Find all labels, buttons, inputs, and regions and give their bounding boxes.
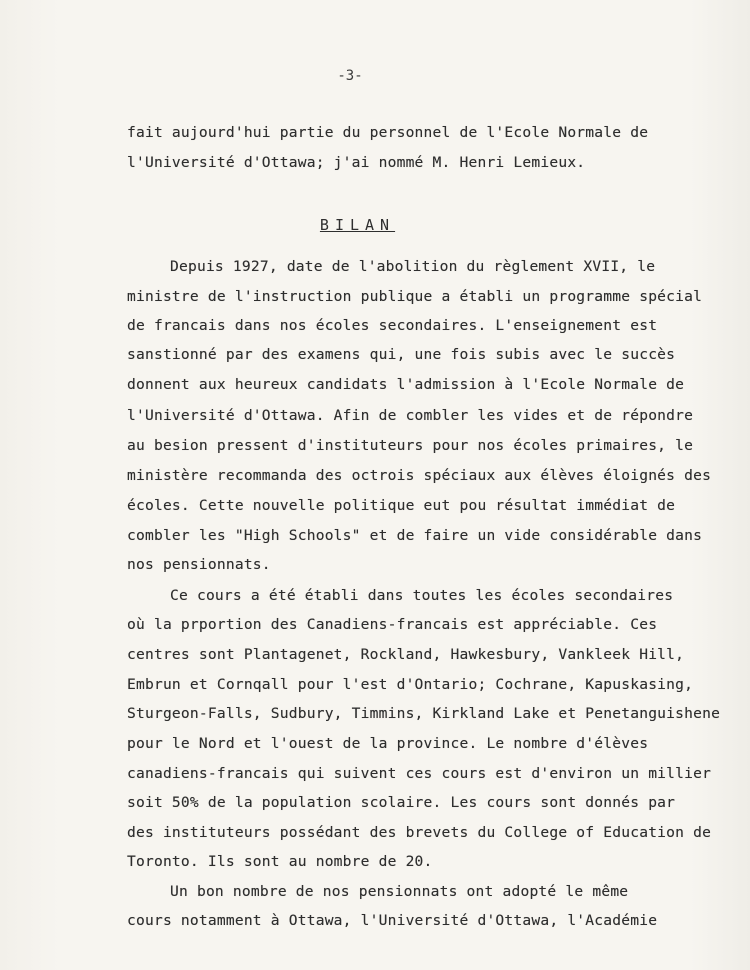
- text-line: ministère recommanda des octrois spéciaux aux élèves éloignés des: [127, 467, 712, 484]
- text-line: des instituteurs possédant des brevets du College of Education de: [127, 824, 712, 841]
- text-line: où la prportion des Canadiens-francais est appréciable. Ces: [127, 616, 658, 633]
- text-line: l'Université d'Ottawa. Afin de combler les vides et de répondre: [127, 407, 694, 424]
- text-line: Ce cours a été établi dans toutes les écoles secondaires: [170, 587, 674, 604]
- text-line: l'Université d'Ottawa; j'ai nommé M. Henri Lemieux.: [127, 154, 586, 171]
- text-line: soit 50% de la population scolaire. Les cours sont donnés par: [127, 794, 676, 811]
- text-line: donnent aux heureux candidats l'admission à l'Ecole Normale de: [127, 376, 685, 393]
- section-heading: BILAN: [319, 216, 396, 234]
- text-line: pour le Nord et l'ouest de la province. Le nombre d'élèves: [127, 735, 649, 752]
- text-line: au besion pressent d'instituteurs pour nos écoles primaires, le: [127, 437, 694, 454]
- text-line: Depuis 1927, date de l'abolition du règlement XVII, le: [170, 258, 656, 275]
- text-line: cours notamment à Ottawa, l'Université d'Ottawa, l'Académie: [127, 912, 658, 929]
- page-number: -3-: [337, 68, 363, 84]
- text-line: écoles. Cette nouvelle politique eut pou résultat immédiat de: [127, 497, 676, 514]
- text-line: combler les "High Schools" et de faire un vide considérable dans: [127, 527, 703, 544]
- text-line: ministre de l'instruction publique a établi un programme spécial: [127, 288, 703, 305]
- text-line: Sturgeon-Falls, Sudbury, Timmins, Kirkland Lake et Penetanguishene: [127, 705, 721, 722]
- text-line: Un bon nombre de nos pensionnats ont adopté le même: [170, 883, 629, 900]
- text-line: fait aujourd'hui partie du personnel de l'Ecole Normale de: [127, 124, 649, 141]
- text-line: canadiens-francais qui suivent ces cours est d'environ un millier: [127, 765, 712, 782]
- text-line: Toronto. Ils sont au nombre de 20.: [127, 853, 433, 870]
- text-line: de francais dans nos écoles secondaires. L'enseignement est: [127, 317, 658, 334]
- text-line: centres sont Plantagenet, Rockland, Hawkesbury, Vankleek Hill,: [127, 646, 685, 663]
- text-line: nos pensionnats.: [127, 556, 271, 573]
- text-line: sanstionné par des examens qui, une fois subis avec le succès: [127, 346, 676, 363]
- text-line: Embrun et Cornqall pour l'est d'Ontario; Cochrane, Kapuskasing,: [127, 676, 694, 693]
